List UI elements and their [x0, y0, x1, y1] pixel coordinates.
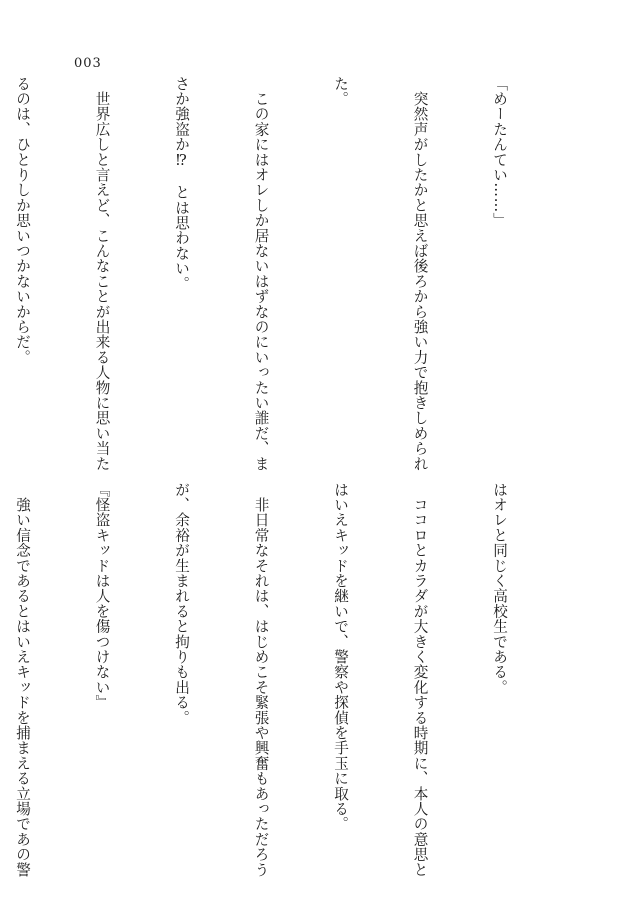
text-line: 突然声がしたかと思えば後ろから強い力で抱きしめられ [411, 76, 429, 472]
text-line: 世界広しと言えど、こんなことが出来る人物に思い当た [93, 76, 111, 472]
text-block-lower [14, 482, 565, 878]
text-line: 『怪盗キッドは人を傷つけない』 [93, 482, 111, 710]
text-line: さか強盗か⁉ とは思わない。 [173, 76, 190, 292]
text-block-upper [14, 76, 565, 472]
text-line: 強い信念であるとはいえキッドを捕まえる立場であの警 [14, 482, 31, 878]
text-line: はいえキッドを継いで、警察や探偵を手玉に取る。 [332, 482, 349, 832]
text-line: が、余裕が生まれると拘りも出る。 [173, 482, 190, 726]
text-line: た。 [332, 76, 349, 107]
text-line: この家にはオレしか居ないはずなのにいったい誰だ、ま [252, 76, 270, 472]
text-line: 非日常なそれは、はじめこそ緊張や興奮もあっただろう [252, 482, 270, 878]
text-line: はオレと同じく高校生である。 [491, 482, 508, 695]
page-number: 003 [74, 56, 102, 71]
text-line: るのは、ひとりしか思いつかないからだ。 [14, 76, 31, 365]
text-line: 「めーたんてい……」 [491, 76, 508, 228]
text-line: ココロとカラダが大きく変化する時期に、本人の意思と [411, 482, 429, 878]
